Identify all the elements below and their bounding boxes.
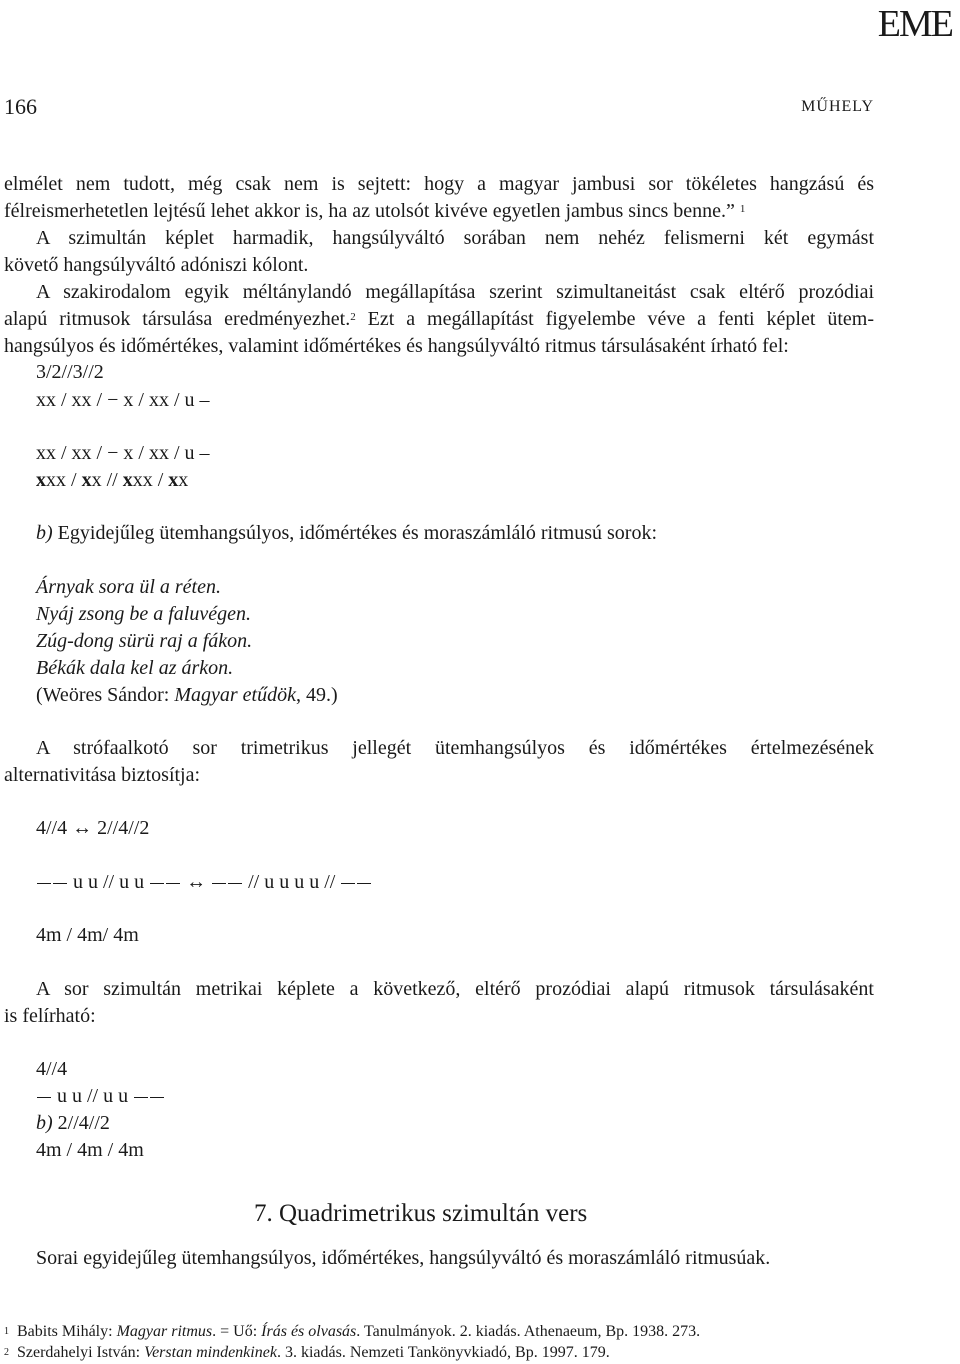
poem-source-pre: (Weöres Sándor: — [36, 684, 175, 706]
stress-mark: x — [122, 469, 133, 491]
scheme-1b: xx / xx / − x / xx / u – — [36, 442, 210, 464]
formula-3: 4m / 4m/ 4m — [36, 924, 139, 946]
p1-line2 — [4, 198, 874, 225]
scheme-1c — [36, 467, 188, 494]
scheme-3-text: u u // u u — [52, 1085, 134, 1107]
footnote-ref-2[interactable]: 2 — [350, 311, 356, 323]
long-mark — [37, 1097, 51, 1098]
long-mark — [212, 883, 226, 884]
fn1-title: Magyar ritmus — [116, 1323, 213, 1340]
subsection-b — [36, 520, 657, 547]
long-mark — [150, 1097, 164, 1098]
page-number: 166 — [4, 94, 37, 119]
p3-line2a: alapú ritmusok társulása eredményezhet. — [4, 308, 351, 330]
paragraph-3 — [36, 279, 874, 306]
fn2-post: . 3. kiadás. Nemzeti Tankönyvkiadó, Bp. 1997. 179. — [276, 1344, 610, 1361]
fn1-pre: Babits Mihály: — [17, 1323, 117, 1340]
scheme-2 — [36, 869, 372, 896]
paragraph-2 — [36, 225, 874, 252]
poem-source-post: , 49.) — [296, 684, 338, 706]
scheme-part: xx / — [132, 469, 169, 491]
formula-4: 4//4 — [36, 1058, 68, 1080]
fn1-mid: . = Uő: — [212, 1323, 262, 1340]
formula-1: 3/2//3//2 — [36, 361, 104, 383]
long-mark — [228, 883, 242, 884]
long-mark — [150, 883, 164, 884]
long-mark — [357, 883, 371, 884]
footnote-1 — [4, 1321, 700, 1342]
stress-mark: x — [168, 469, 179, 491]
stress-mark: x — [81, 469, 92, 491]
b2-label: b) — [36, 1112, 53, 1134]
footnote-number: 2 — [4, 1347, 9, 1358]
fn1-post: . Tanulmányok. 2. kiadás. Athenaeum, Bp. 1938. 273. — [356, 1323, 701, 1340]
p4-line2: alternativitása biztosítja: — [4, 764, 201, 786]
fn1-title2: Írás és olvasás — [261, 1323, 357, 1340]
b-label: b) — [36, 522, 53, 544]
p2-line2: követő hangsúlyváltó adóniszi kólont. — [4, 254, 309, 276]
paragraph-5-cont — [4, 1003, 874, 1030]
long-mark — [166, 883, 180, 884]
p3-line2 — [4, 306, 874, 333]
paragraph-2-cont — [4, 252, 874, 279]
p3-line1: A szakirodalom egyik méltánylandó megállapítása szerint szimultaneitást csak eltérő prozódiai — [36, 281, 874, 303]
scheme-1a: xx / xx / − x / xx / u – — [36, 389, 210, 411]
formula-5: 4m / 4m / 4m — [36, 1139, 144, 1161]
scheme-2-part-a: u u // u u — [68, 871, 150, 893]
b-text: Egyidejűleg ütemhangsúlyos, időmértékes és moraszámláló ritmusú sorok: — [52, 522, 657, 544]
footnote-number: 1 — [4, 1326, 9, 1337]
long-mark — [341, 883, 355, 884]
paragraph-6: Sorai egyidejűleg ütemhangsúlyos, időmértékes, hangsúlyváltó és moraszámláló ritmusúak. — [36, 1247, 771, 1269]
long-mark — [53, 883, 67, 884]
long-mark — [134, 1097, 148, 1098]
p1-line1: elmélet nem tudott, még csak nem is sejtett: hogy a magyar jambusi sor tökéletes hangzású és — [4, 173, 874, 195]
poem-line-2: Nyáj zsong be a faluvégen. — [36, 603, 251, 625]
scheme-part: x // — [91, 469, 123, 491]
p4-line1: A strófaalkotó sor trimetrikus jellegét ütemhangsúlyos és időmértékes értelmezésének — [36, 737, 874, 759]
formula-2: 4//4 ↔ 2//4//2 — [36, 817, 150, 839]
section-title: MŰHELY — [801, 98, 874, 115]
long-mark — [37, 883, 51, 884]
p5-line1: A sor szimultán metrikai képlete a következő, eltérő prozódiai alapú ritmusok társulásaként — [36, 978, 874, 1000]
poem-source-title: Magyar etűdök — [174, 684, 296, 706]
fn2-title: Verstan mindenkinek — [144, 1344, 277, 1361]
p5-line2: is felírható: — [4, 1005, 96, 1027]
p3-line3: hangsúlyos és időmértékes, valamint időmértékes és hangsúlyváltó ritmus társulásaként írható fel: — [4, 335, 789, 357]
section-heading: 7. Quadrimetrikus szimultán vers — [254, 1200, 588, 1227]
scheme-part: xx / — [46, 469, 82, 491]
fn2-pre: Szerdahelyi István: — [17, 1344, 145, 1361]
poem-line-3: Zúg-dong sürü raj a fákon. — [36, 630, 253, 652]
p1-line2-text: félreismerhetetlen lejtésű lehet akkor is, ha az utolsót kivéve egyetlen jambus sincs benne.” — [4, 200, 735, 222]
poem-line-1: Árnyak sora ül a réten. — [36, 576, 221, 598]
footnote-ref-1[interactable]: 1 — [739, 203, 746, 215]
scheme-2-arrow: ↔ — [181, 871, 212, 893]
scheme-3 — [36, 1083, 165, 1110]
poem-source — [36, 682, 338, 709]
journal-logo: EME — [877, 3, 952, 45]
scheme-2-part-b: // u u u u // — [243, 871, 341, 893]
scheme-part: x — [178, 469, 189, 491]
paragraph-1 — [4, 171, 874, 225]
footnote-2 — [4, 1342, 610, 1363]
paragraph-4 — [36, 735, 874, 762]
paragraph-3-cont — [4, 306, 874, 360]
stress-mark: x — [36, 469, 46, 491]
poem-line-4: Békák dala kel az árkon. — [36, 657, 234, 679]
formula-b2 — [36, 1110, 110, 1137]
b2-text: 2//4//2 — [52, 1112, 110, 1134]
p3-line2b: Ezt a megállapítást figyelembe véve a fenti képlet ütem- — [355, 308, 874, 330]
paragraph-5 — [36, 976, 874, 1003]
p2-line1: A szimultán képlet harmadik, hangsúlyváltó sorában nem nehéz felismerni két egymást — [36, 227, 874, 249]
paragraph-4-cont — [4, 762, 874, 789]
